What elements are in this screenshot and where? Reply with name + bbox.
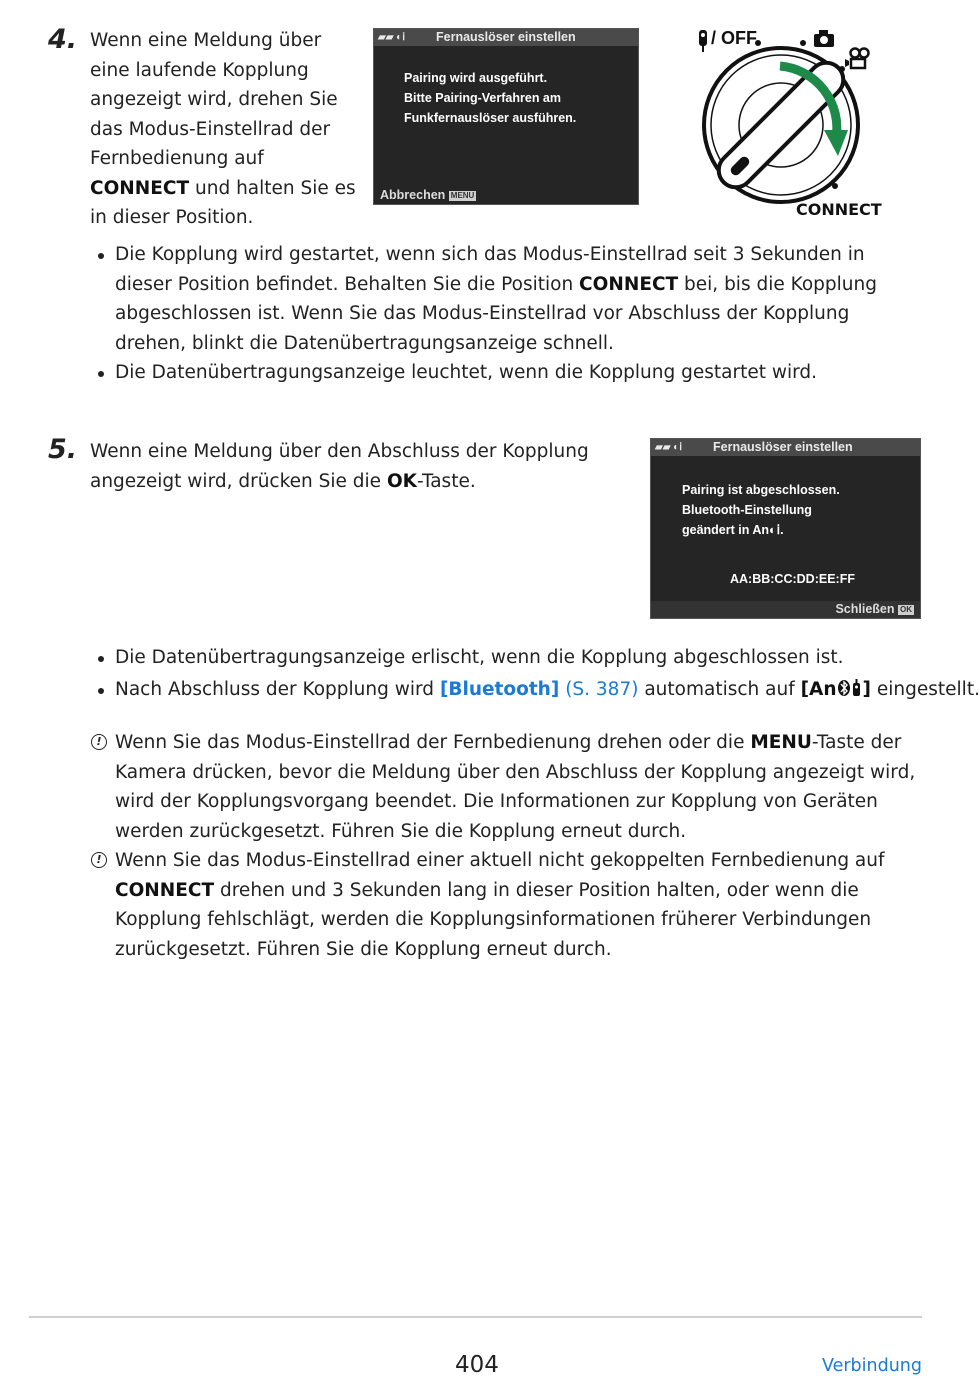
- step-4-number: 4.: [48, 24, 78, 55]
- screen-message: Pairing ist abgeschlossen. Bluetooth-Einstellung geändert in An◐ⅰ.: [682, 483, 840, 537]
- list-item: Die Datenübertragungsanzeige erlischt, wenn die Kopplung abgeschlossen ist.: [90, 643, 935, 673]
- list-item: Die Datenübertragungsanzeige leuchtet, wenn die Kopplung gestartet wird.: [90, 358, 920, 388]
- list-item: Nach Abschluss der Kopplung wird [Bluetooth] (S. 387) automatisch auf [An ] eingestellt.: [90, 675, 935, 705]
- bluetooth-link[interactable]: [Bluetooth]: [439, 678, 560, 700]
- dial-illustration: [692, 24, 892, 224]
- camera-screen-complete: [650, 438, 921, 619]
- caution-icon: !: [91, 852, 107, 868]
- screen-titlebar: [374, 29, 638, 46]
- section-name: Verbindung: [821, 1356, 922, 1376]
- note-item: ! Wenn Sie das Modus-Einstellrad der Fernbedienung drehen oder die MENU-Taste der Kamera drücken, bevor die Meldung über den Abschluss der Kopplung angezeigt wird, wird der Kopplungsvorgang beendet. Die Informationen zur Kopplung von Geräten werden zurückgesetzt. Führen Sie die Kopplung erneut durch.: [90, 728, 920, 846]
- step-5-number: 5.: [48, 434, 78, 465]
- screen-titlebar: [651, 439, 920, 456]
- remote-mode-dial: [692, 24, 892, 224]
- page-number: 404: [455, 1352, 499, 1378]
- dial-connect-label: CONNECT: [796, 200, 882, 219]
- screen-footer: Abbrechen MENU: [374, 187, 638, 204]
- step-5-instruction: Wenn eine Meldung über den Abschluss der Kopplung angezeigt wird, drücken Sie die OK-Taste.: [90, 441, 589, 492]
- camera-screen-pairing: [373, 28, 639, 205]
- dial-off-label: / OFF: [711, 28, 757, 48]
- notes: [90, 728, 920, 964]
- battery-icon: ▰▰ ◐ⅰ: [655, 442, 682, 453]
- step-4-bullets: [90, 240, 920, 388]
- note-item: ! Wenn Sie das Modus-Einstellrad einer aktuell nicht gekoppelten Fernbedienung auf CONNECT drehen und 3 Sekunden lang in dieser Position halten, oder wenn die Kopplung fehlschlägt, werden die Kopplungsinformationen früherer Verbindungen zurückgesetzt. Führen Sie die Kopplung erneut durch.: [90, 846, 920, 964]
- menu-key-icon: MENU: [450, 191, 475, 200]
- step-4-instruction: Wenn eine Meldung über eine laufende Kopplung angezeigt wird, drehen Sie das Modus-Einstellrad der Fernbedienung auf CONNECT und halten Sie es in dieser Position.: [90, 30, 356, 228]
- battery-icon: ▰▰ ◐ⅰ: [378, 32, 405, 43]
- device-address: AA:BB:CC:DD:EE:FF: [730, 572, 855, 586]
- screen-message: Pairing wird ausgeführt. Bitte Pairing-Verfahren am Funkfernauslöser ausführen.: [404, 71, 577, 125]
- step-5-bullets: [90, 643, 980, 704]
- page-reference-link[interactable]: (S. 387): [565, 678, 639, 700]
- screen-footer: Schließen OK: [651, 601, 920, 618]
- screen-title: Fernauslöser einstellen: [713, 440, 853, 454]
- ok-key-icon: OK: [900, 605, 912, 614]
- caution-icon: !: [91, 734, 107, 750]
- screen-title: Fernauslöser einstellen: [436, 30, 576, 44]
- ok-keyword: OK: [386, 470, 417, 492]
- footer-divider: [29, 1316, 922, 1318]
- list-item: Die Kopplung wird gestartet, wenn sich das Modus-Einstellrad seit 3 Sekunden in dieser Position befindet. Behalten Sie die Position CONNECT bei, bis die Kopplung abgeschlossen ist. Wenn Sie das Modus-Einstellrad vor Abschluss der Kopplung drehen, blinkt die Datenübertragungsanzeige schnell.: [90, 240, 920, 358]
- connect-keyword: CONNECT: [90, 177, 190, 199]
- bluetooth-remote-icon: [837, 679, 863, 697]
